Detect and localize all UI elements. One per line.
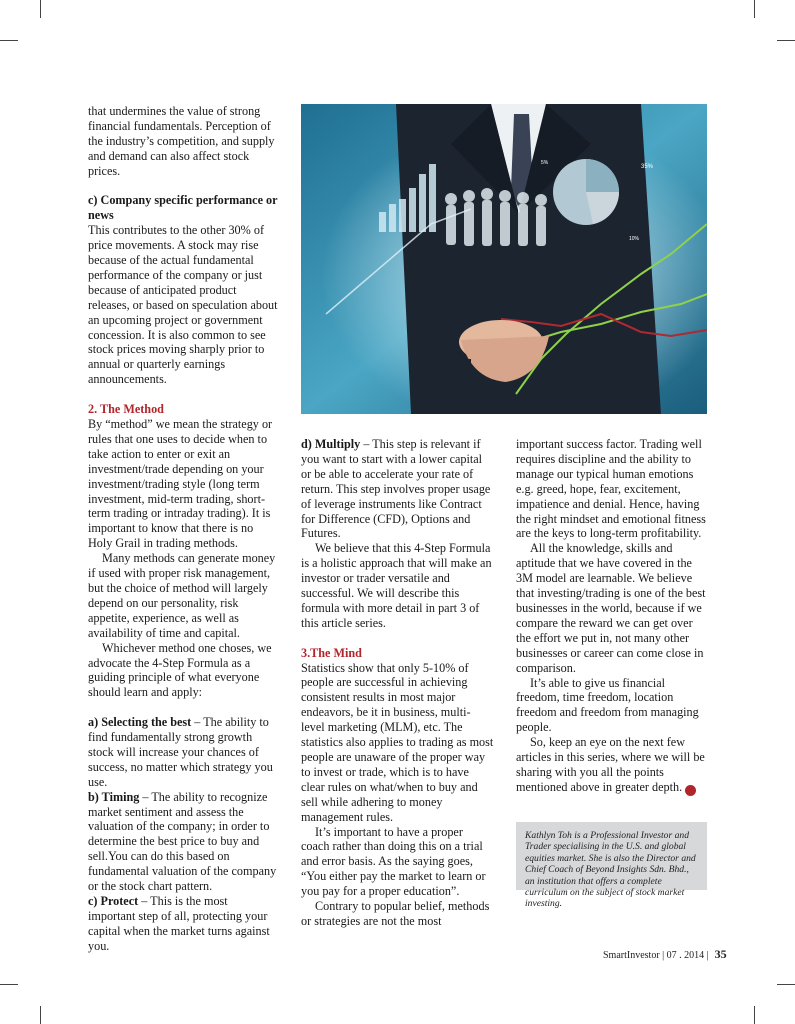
hero-label: 10% [629,236,640,242]
list-item-head: b) Timing [88,789,140,804]
paragraph: important success factor. Trading well requires discipline and the ability to manage our typical human emotions e.g. greed, hope, fear, excitement, impatience and denial. Hence, having the right mindset and emotional fitness are the keys to long-term profitability. [516,437,706,541]
list-item-multiply [301,437,494,541]
article-column-3 [516,437,709,796]
crop-mark [40,0,41,18]
paragraph: It’s important to have a proper coach rather than doing this on a trial and error basis. As the saying goes, “You either pay the market to learn or you pay for a proper education”. [301,824,486,899]
paragraph: It’s able to give us financial freedom, time freedom, location freedom and freedom from managing people. [516,675,699,735]
crop-mark [0,40,18,41]
paragraph: We believe that this 4-Step Formula is a holistic approach that will make an investor or trader versatile and successful. We will describe this formula with more detail in part 3 of this article series. [301,541,492,630]
paragraph-text: So, keep an eye on the next few articles in this series, where we will be sharing with you all the points mentioned above in greater depth. [516,735,705,794]
pie-chart-graphic [553,159,619,225]
crop-mark [754,1006,755,1024]
paragraph: that undermines the value of strong financial fundamentals. Perception of the industry’s competition, and supply and demand can also affect stock prices. [88,104,275,178]
article-column-1 [88,104,278,954]
hero-label: 35% [641,164,654,170]
list-item-head: c) Protect [88,893,139,908]
crop-mark [777,984,795,985]
paragraph: Statistics show that only 5-10% of people are successful in achieving consistent results in most major endeavors, be it in business, multi-level marketing (MLM), etc. The statistics also applies to trading as most people are unaware of the proper way to invest or trade, which is to have clear rules on what/when to buy and sell while adhering to money management rules. [301,660,494,824]
section-heading-method: 2. The Method [88,402,164,417]
subheading-company-news: c) Company specific performance or news [88,193,278,223]
end-of-article-logo: SI [685,785,696,796]
paragraph: All the knowledge, skills and aptitude that we have covered in the 3M model are learnable. We believe that investing/trading is one of the best businesses in the world, because if we compare the reward we can get over the effort we put in, not many other businesses or career can come close in comparison. [516,541,706,675]
crop-mark [754,0,755,18]
paragraph [516,735,709,796]
list-item-protect [88,894,278,954]
list-item-text: – This step is relevant if you want to start with a lower capital or be able to accelerate your rate of return. This step involves proper usage of leverage instruments like Contract for Difference (CFD), Options and Futures. [301,437,491,541]
list-item-text: – The ability to find fundamentally strong growth stock will increase your chances of success, no matter which strategy you use. [88,715,273,789]
hero-label: 5% [541,160,549,166]
article-column-2 [301,437,494,929]
paragraph: Contrary to popular belief, methods or strategies are not the most [301,899,490,928]
paragraph: By “method” we mean the strategy or rules that one uses to decide when to take action to enter or exit an investment/trade depending on your investment/trading style (long term investment, mid-term trading, short-term trading or intraday trading). It is important to know that there is no Holy Grail in trading methods. [88,417,273,551]
list-item-timing [88,790,278,894]
paragraph: This contributes to the other 30% of price movements. A stock may rise because of the actual fundamental performance of the company or just because of anticipated product releases, or based on speculation about an upcoming project or government concession. It is also common to see stock prices moving sharply prior to annual or quarterly earnings announcements. [88,223,278,387]
crop-mark [40,1006,41,1024]
crop-mark [0,984,18,985]
hero-image [301,104,707,414]
paragraph: Whichever method one choses, we advocate the 4-Step Formula as a guiding principle of what everyone should learn and apply: [88,640,272,700]
list-item-text: – The ability to recognize market sentiment and assess the valuation of the company; in order to determine the best price to buy and sell.You can do this based on fundamental valuation of the company or the stock chart pattern. [88,789,277,894]
list-item-text: – This is the most important step of all, protecting your capital when the market turns against you. [88,893,270,953]
author-bio-box: Kathlyn Toh is a Professional Investor and Trader specialising in the U.S. and global equities market. She is also the Director and Chief Coach of Beyond Insights Sdn. Bhd., an institution that offers a complete curriculum on the subject of stock market investing. [516,822,707,890]
magazine-issue: SmartInvestor | 07 . 2014 | [603,950,709,961]
page-number: 35 [714,947,727,961]
section-heading-mind: 3.The Mind [301,645,362,660]
list-item-head: d) Multiply [301,437,361,451]
list-item-selecting [88,715,278,790]
paragraph: Many methods can generate money if used with proper risk management, but the choice of method will largely depend on our personality, risk appetite, experience, as well as availability of time and capital. [88,551,276,640]
page-footer [603,947,727,962]
crop-mark [777,40,795,41]
list-item-head: a) Selecting the best [88,715,192,730]
